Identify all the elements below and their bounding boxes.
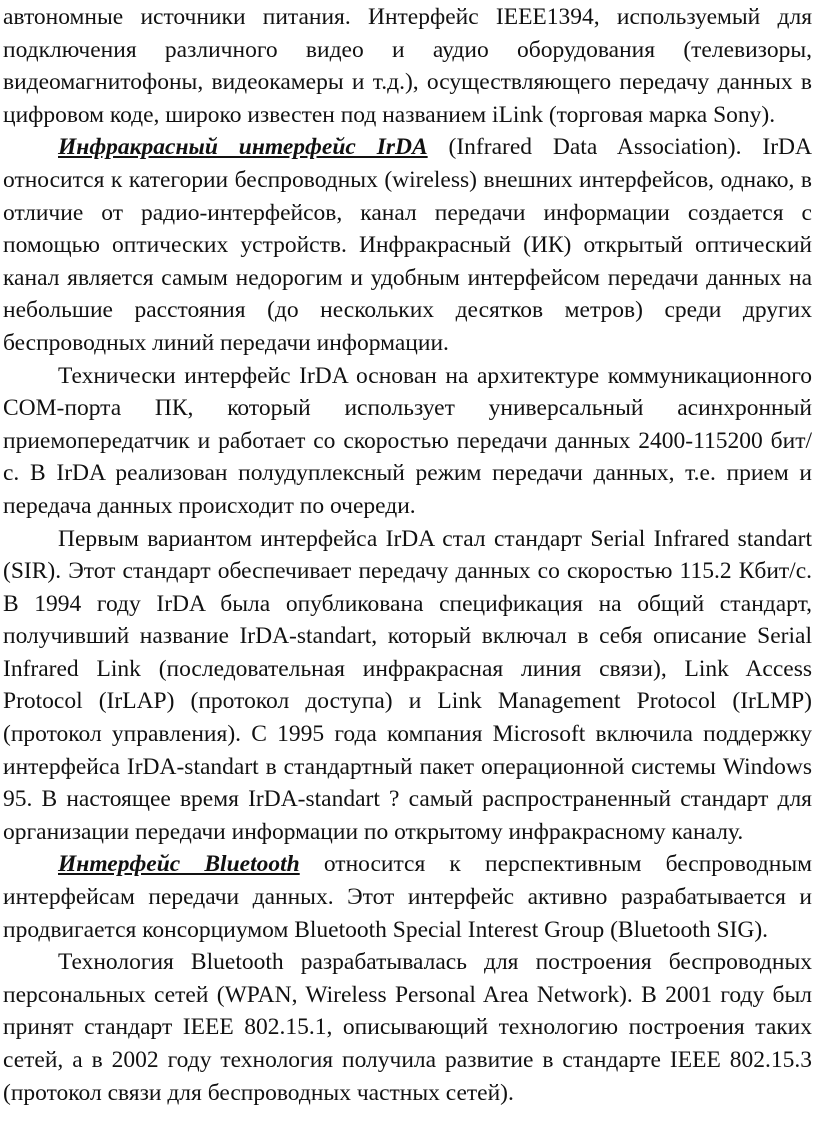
paragraph-text: автономные источники питания. Интерфейс IEEE1394, используемый для подключения различного видео и аудио оборудования (телевизоры, видеомагнитофоны, видеокамеры и т.д.), осуществляющего передачу данных в цифровом коде, широко известен под названием iLink (торговая марка Sony).	[3, 4, 812, 128]
section-heading-bluetooth: Интерфейс Bluetooth	[58, 851, 300, 878]
section-heading-irda: Инфракрасный интерфейс IrDA	[58, 134, 428, 161]
paragraph-bluetooth-intro	[0, 848, 816, 946]
paragraph-ieee1394	[0, 1, 816, 131]
paragraph-text: Технология Bluetooth разрабатывалась для построения беспроводных персональных сетей (WPAN, Wireless Personal Area Network). В 2001 году был принят стандарт IEEE 802.15.1, описывающий технологию построения таких сетей, а в 2002 году технология получила развитие в стандарте IEEE 802.15.3 (протокол связи для беспроводных частных сетей).	[3, 949, 812, 1106]
paragraph-bluetooth-technology	[0, 946, 816, 1109]
paragraph-text: Первым вариантом интерфейса IrDA стал стандарт Serial Infrared standart (SIR). Этот стандарт обеспечивает передачу данных со скоростью 115.2 Кбит/с. В 1994 году IrDA была опубликована спецификация на общий стандарт, получивший название IrDA-standart, который включал в себя описание Serial Infrared Link (последовательная инфракрасная линия связи), Link Access Protocol (IrLAP) (протокол доступа) и Link Management Protocol (IrLMP) (протокол управления). С 1995 года компания Microsoft включила поддержку интерфейса IrDA-standart в стандартный пакет операционной системы Windows 95. В настоящее время IrDA-standart ? самый распространенный стандарт для организации передачи информации по открытому инфракрасному каналу.	[3, 525, 812, 845]
paragraph-text: Технически интерфейс IrDA основан на архитектуре коммуникационного COM-порта ПК, который использует универсальный асинхронный приемопередатчик и работает со скоростью передачи данных 2400-115200 бит/с. В IrDA реализован полудуплексный режим передачи данных, т.е. прием и передача данных происходит по очереди.	[3, 362, 812, 519]
paragraph-irda-standards	[0, 523, 816, 849]
paragraph-text: относится к перспективным беспроводным интерфейсам передачи данных. Этот интерфейс активно разрабатывается и продвигается консорциумом Bluetooth Special Interest Group (Bluetooth SIG).	[3, 851, 812, 943]
paragraph-irda-intro	[0, 131, 816, 359]
paragraph-text: (Infrared Data Association). IrDA относится к категории беспроводных (wireless) внешних интерфейсов, однако, в отличие от радио-интерфейсов, канал передачи информации создается с помощью оптических устройств. Инфракрасный (ИК) открытый оптический канал является самым недорогим и удобным интерфейсом передачи данных на небольшие расстояния (до нескольких десятков метров) среди других беспроводных линий передачи информации.	[3, 134, 812, 356]
paragraph-irda-technical	[0, 360, 816, 523]
